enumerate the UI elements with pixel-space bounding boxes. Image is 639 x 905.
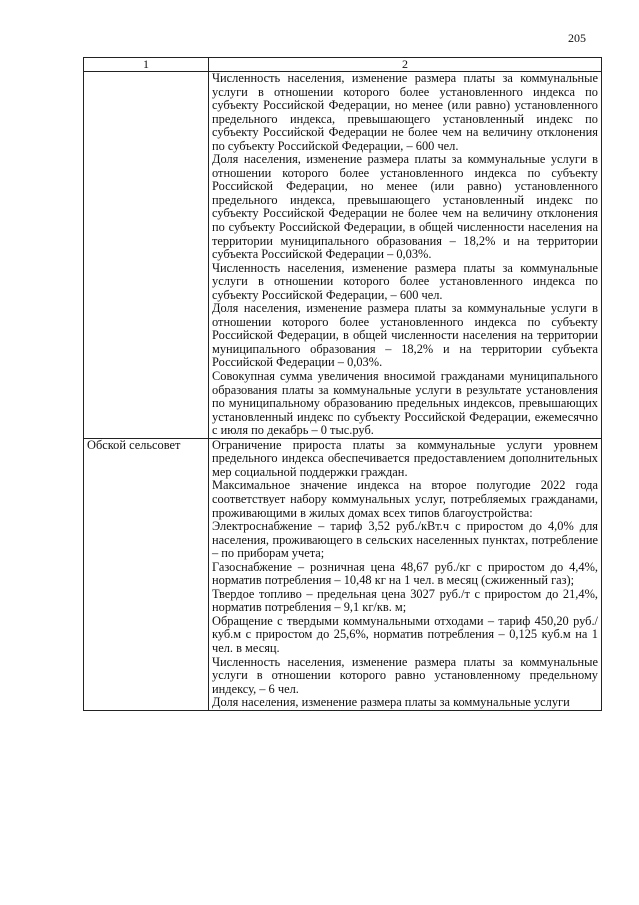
paragraph: Электроснабжение – тариф 3,52 руб./кВт.ч с приростом до 4,0% для населения, проживающего в сельских населенных пунктах, потребление – по приборам учета; [212, 519, 598, 561]
content-cell [209, 72, 602, 439]
paragraph: Численность населения, изменение размера платы за коммунальные услуги в отношении которого равно установленному предельному индексу, – 6 чел. [212, 654, 598, 696]
table-row [84, 72, 602, 439]
paragraph: Численность населения, изменение размера платы за коммунальные услуги в отношении которого более установленного индекса по субъекту Российской Федерации, – 600 чел. [212, 260, 598, 302]
paragraph: Ограничение прироста платы за коммунальные услуги уровнем предельного индекса обеспечивается предоставлением дополнительных мер социальной поддержки граждан. [212, 437, 598, 479]
document-table [83, 57, 602, 711]
paragraph: Доля населения, изменение размера платы за коммунальные услуги в отношении которого более установленного индекса по субъекту Российской Федерации, но менее (или равно) установленного предельного индекса, превышающего установленный индекс по субъекту Российской Федерации не более чем на величину отклонения по субъекту Российской Федерации, в общей численности населения на территории муниципального образования – 18,2% и на территории субъекта Российской Федерации – 0,03%. [212, 152, 598, 262]
paragraph: Доля населения, изменение размера платы за коммунальные услуги в отношении которого более установленного индекса по субъекту Российской Федерации, в общей численности населения на территории муниципального образования – 18,2% и на территории субъекта Российской Федерации – 0,03%. [212, 301, 598, 370]
page-number: 205 [568, 31, 586, 45]
paragraph: Доля населения, изменение размера платы за коммунальные услуги [212, 695, 570, 710]
table-row [84, 438, 602, 710]
municipality-cell: Обской сельсовет [84, 438, 209, 710]
paragraph: Численность населения, изменение размера платы за коммунальные услуги в отношении которого более установленного индекса по субъекту Российской Федерации, но менее (или равно) установленного предельного индекса, превышающего установленный индекс по субъекту Российской Федерации не более чем на величину отклонения по субъекту Российской Федерации, – 600 чел. [212, 71, 598, 153]
table-header-row [84, 58, 602, 72]
column-header-2: 2 [209, 58, 602, 72]
content-cell [209, 438, 602, 710]
municipality-cell [84, 72, 209, 439]
paragraph: Максимальное значение индекса на второе полугодие 2022 года соответствует набору коммунальных услуг, потребляемых гражданами, проживающими в жилых домах всех типов благоустройства: [212, 478, 598, 520]
paragraph: Совокупная сумма увеличения вносимой гражданами муниципального образования платы за коммунальные услуги в результате установления по муниципальному образованию предельных индексов, превышающих установленный индекс по субъекту Российской Федерации, ежемесячно с июля по декабрь – 0 тыс.руб. [212, 369, 598, 438]
paragraph: Газоснабжение – розничная цена 48,67 руб./кг с приростом до 4,4%, норматив потребления – 10,48 кг на 1 чел. в месяц (сжиженный газ); [212, 559, 598, 588]
paragraph: Твердое топливо – предельная цена 3027 руб./т с приростом до 21,4%, норматив потребления – 9,1 кг/кв. м; [212, 586, 598, 615]
column-header-1: 1 [84, 58, 209, 72]
paragraph: Обращение с твердыми коммунальными отходами – тариф 450,20 руб./куб.м с приростом до 25,6%, норматив потребления – 0,125 куб.м на 1 чел. в месяц. [212, 613, 598, 655]
